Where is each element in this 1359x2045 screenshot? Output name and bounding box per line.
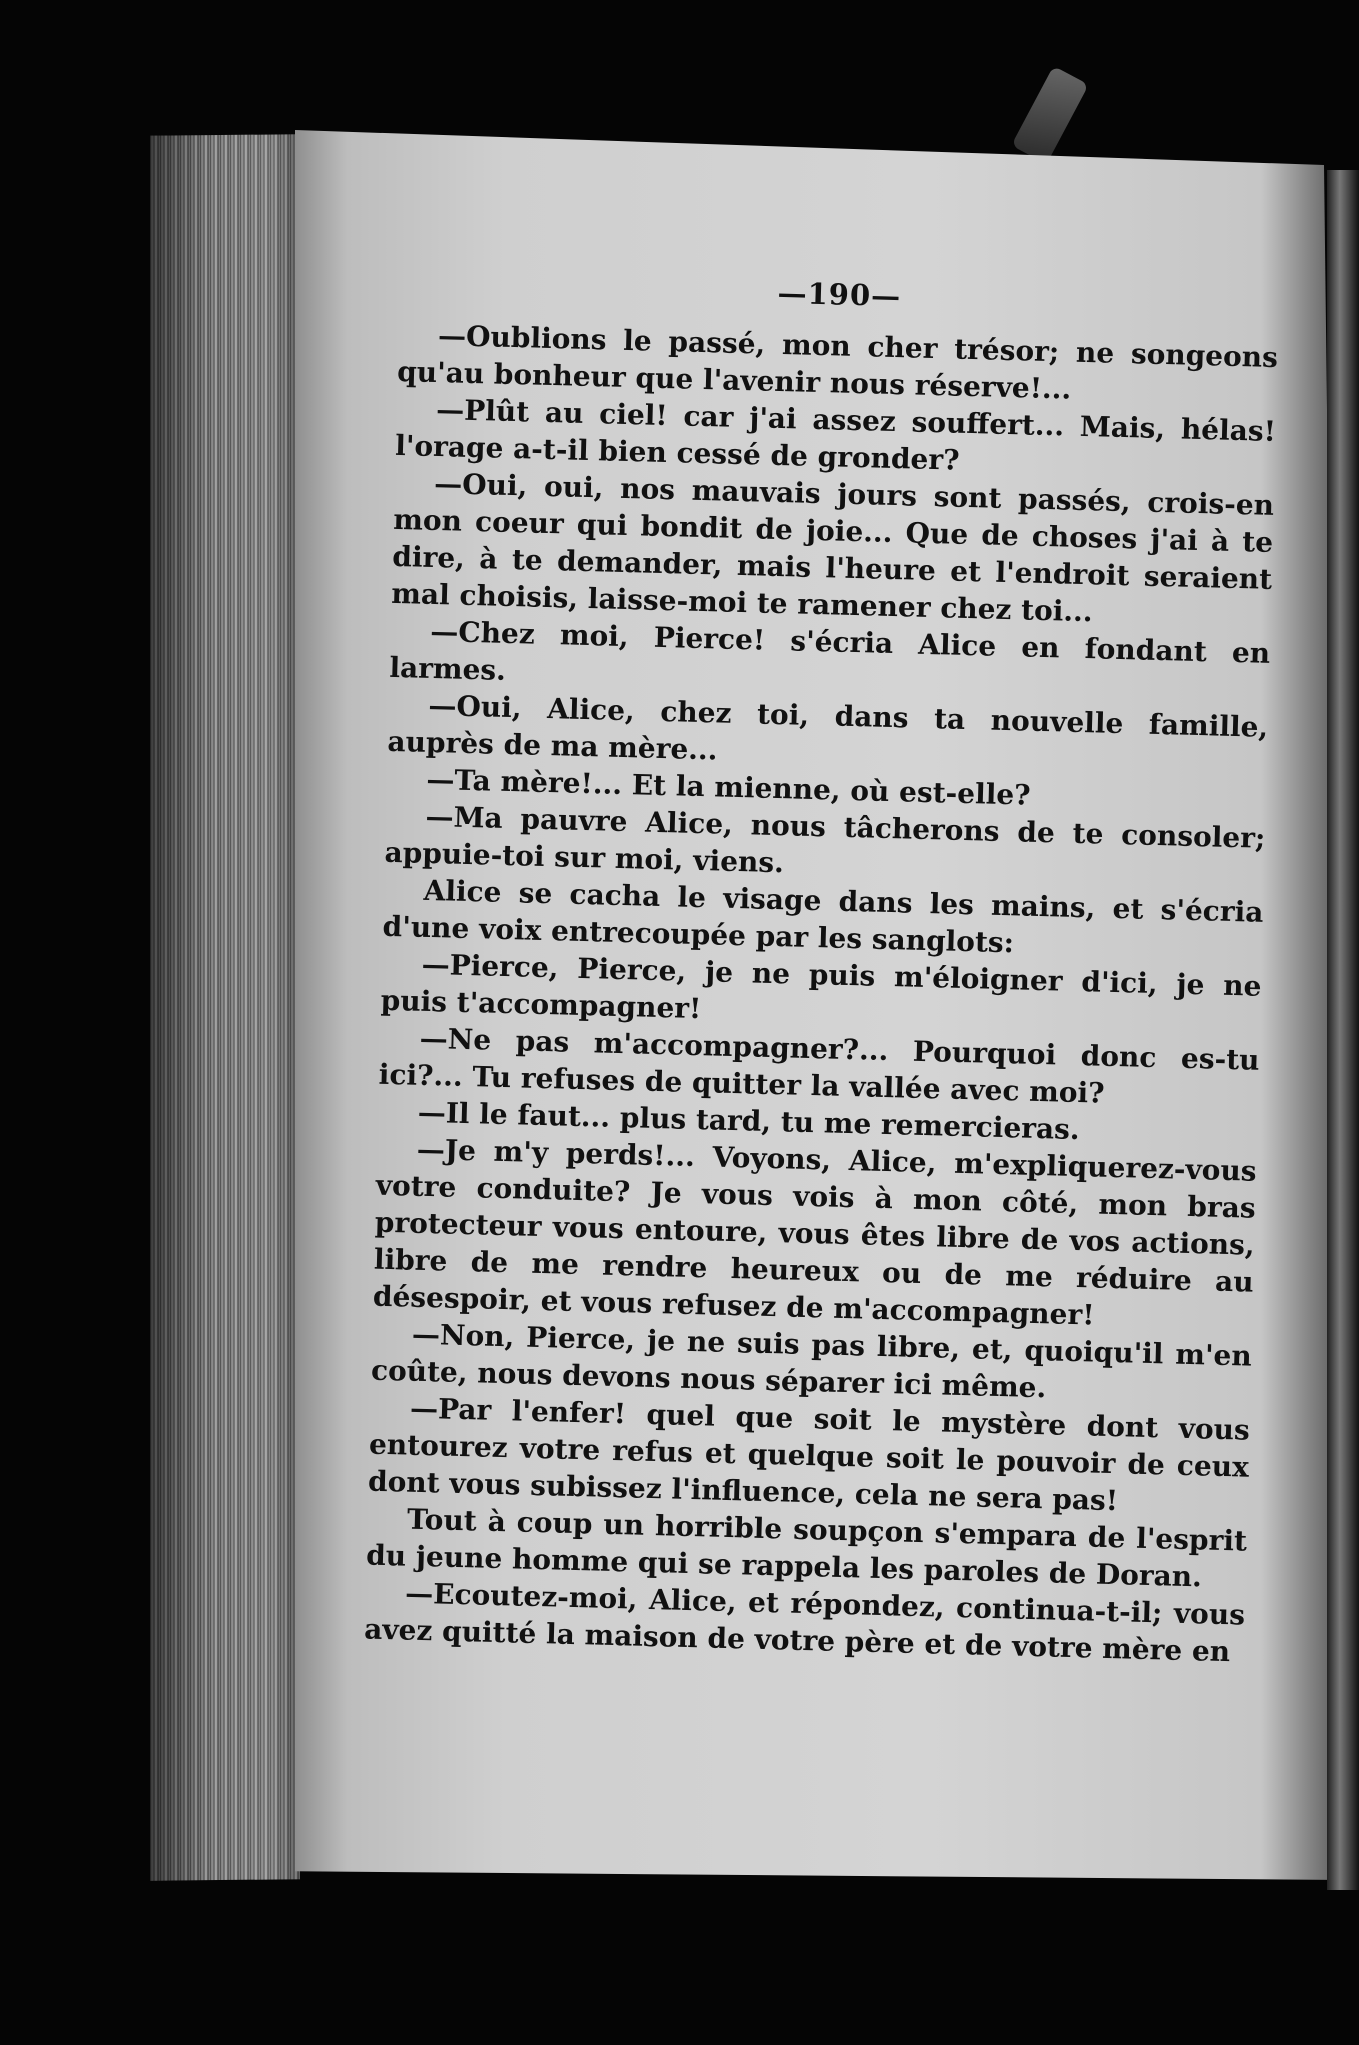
paragraph: —Ecoutez-moi, Alice, et répondez, continua-t-il; vous avez quitté la maison de votre père et de votre mère en — [363, 1576, 1246, 1669]
paragraph: —Par l'enfer! quel que soit le mystère dont vous entourez votre refus et quelque soit le pouvoir de ceux dont vous subissez l'influence, cela ne sera pas! — [367, 1391, 1251, 1518]
paragraph: —Ma pauvre Alice, nous tâcherons de te consoler; appuie-toi sur moi, viens. — [384, 799, 1266, 880]
right-page-edge — [1327, 170, 1359, 1890]
paragraph: —Oui, Alice, chez toi, dans ta nouvelle famille, auprès de ma mère... — [387, 688, 1269, 767]
paragraph: Tout à coup un horrible soupçon s'empara de l'esprit du jeune homme qui se rappela les paroles de Doran. — [365, 1502, 1248, 1594]
paragraph: —Oublions le passé, mon cher trésor; ne songeons qu'au bonheur que l'avenir nous réserve!... — [396, 319, 1279, 406]
film-scratch — [1011, 66, 1089, 164]
paragraph: —Ta mère!... Et la mienne, où est-elle? — [426, 762, 1031, 812]
page-number: —190— — [777, 275, 902, 314]
paragraph: —Non, Pierce, je ne suis pas libre, et, quoiqu'il m'en coûte, nous devons nous séparer ici même. — [370, 1317, 1253, 1405]
paragraph: Alice se cacha le visage dans les mains, et s'écria d'une voix entrecoupée par les sanglots: — [382, 873, 1264, 960]
paragraph: —Chez moi, Pierce! s'écria Alice en fondant en larmes. — [389, 614, 1271, 687]
paragraph: —Pierce, Pierce, je ne puis m'éloigner d'ici, je ne puis t'accompagner! — [380, 947, 1262, 1026]
paragraph: —Je m'y perds!... Voyons, Alice, m'expliquerez-vous votre conduite? Je vous vois à mon côté, mon bras protecteur vous entoure, vous êtes libre de vos actions, libre de me rendre heureux ou de me réduire au désespoir, et vous refusez de m'accompagner! — [372, 1132, 1258, 1332]
paragraph: —Il le faut... plus tard, tu me remercieras. — [417, 1095, 1081, 1147]
paragraph: —Oui, oui, nos mauvais jours sont passés, crois-en mon coeur qui bondit de joie... Que de choses j'ai à te dire, à te demander, mais l'heure et l'endroit seraient mal choisis, laisse-moi te ramener chez toi... — [390, 466, 1275, 629]
paragraph: —Ne pas m'accompagner?... Pourquoi donc es-tu ici?... Tu refuses de quitter la vallée avec moi? — [378, 1021, 1260, 1110]
paragraph: —Plût au ciel! car j'ai assez souffert... Mais, hélas! l'orage a-t-il bien cessé de gronder? — [394, 393, 1277, 477]
book-page-edges — [150, 134, 300, 1881]
page-text-block — [364, 265, 1280, 1671]
